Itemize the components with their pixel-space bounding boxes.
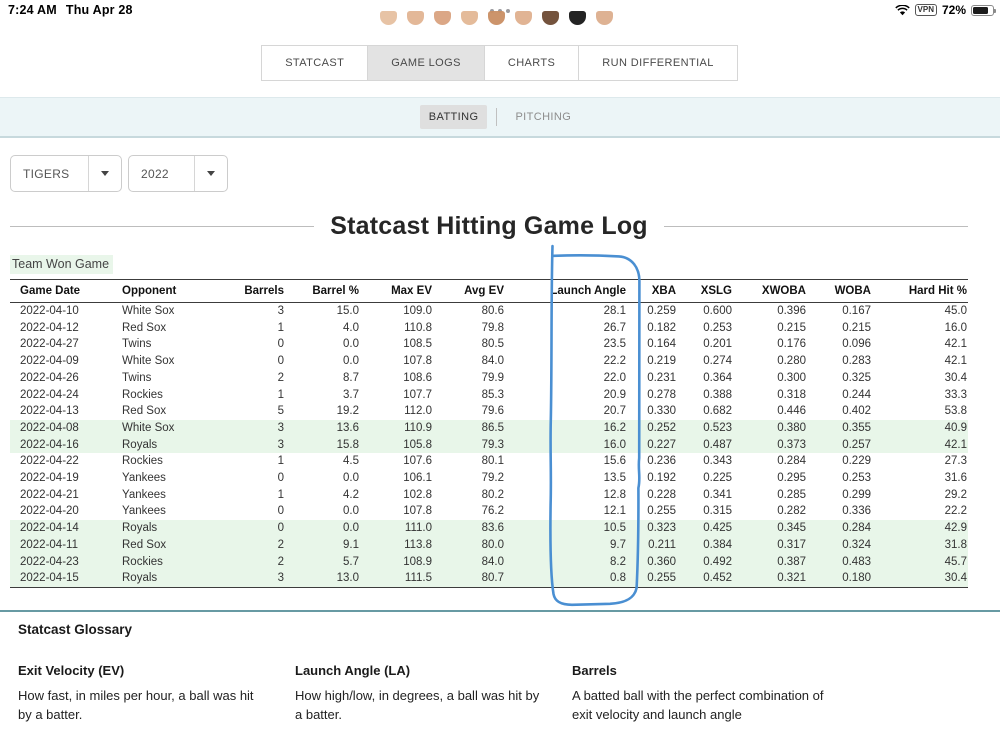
table-cell: 0.215 [777,321,806,334]
table-cell: 2022-04-22 [20,455,79,468]
table-cell: 0.323 [647,522,676,535]
table-cell: 0.325 [842,371,871,384]
glossary-entry-barrels [572,663,824,724]
table-cell: 13.6 [336,421,359,434]
table-cell: 4.0 [343,321,359,334]
table-cell: 0.446 [777,405,806,418]
table-cell: 5 [277,405,284,418]
player-headshot[interactable] [515,11,532,25]
table-cell: 80.5 [481,338,504,351]
table-cell: 13.0 [336,572,359,585]
table-cell: 0.0 [343,355,359,368]
table-cell: 0 [277,355,284,368]
table-cell: 31.8 [944,538,967,551]
table-cell: 9.1 [343,538,359,551]
player-avatar-strip[interactable] [380,11,613,25]
table-cell: 2022-04-12 [20,321,79,334]
table-cell: 79.8 [481,321,504,334]
table-cell: 80.2 [481,488,504,501]
table-cell: 2022-04-19 [20,472,79,485]
table-cell: 0.295 [777,472,806,485]
table-cell: 0.236 [647,455,676,468]
table-cell: 2 [277,538,284,551]
column-header[interactable]: WOBA [807,280,872,303]
table-cell: 0.483 [842,555,871,568]
table-cell: 106.1 [403,472,432,485]
table-cell: Yankees [122,505,166,518]
table-cell: 45.7 [944,555,967,568]
glossary-term: Launch Angle (LA) [295,663,411,678]
table-cell: 2022-04-21 [20,488,79,501]
status-time: 7:24 AM [8,3,57,17]
table-cell: 0.321 [777,572,806,585]
table-cell: 105.8 [403,438,432,451]
table-cell: 0.355 [842,421,871,434]
table-cell: 40.9 [944,421,967,434]
table-cell: 0.225 [703,472,732,485]
table-cell: 53.8 [944,405,967,418]
table-cell: 3 [277,421,284,434]
view-tab-bar [0,45,1000,81]
table-cell: 0.384 [703,538,732,551]
table-cell: 0.388 [703,388,732,401]
table-cell: 0.253 [842,472,871,485]
table-row [10,570,968,587]
table-cell: 20.9 [603,388,626,401]
table-cell: 4.2 [343,488,359,501]
table-cell: 33.3 [944,388,967,401]
glossary-entry-launch-angle [295,663,547,724]
table-cell: 45.0 [944,305,967,317]
table-cell: 0.255 [647,505,676,518]
table-cell: 31.6 [944,472,967,485]
team-select[interactable] [10,155,122,192]
table-cell: 1 [277,388,284,401]
player-headshot[interactable] [596,11,613,25]
table-cell: 27.3 [944,455,967,468]
table-cell: 0.284 [842,522,871,535]
column-header[interactable]: Opponent [122,280,232,303]
table-cell: 1 [277,455,284,468]
player-headshot[interactable] [461,11,478,25]
table-cell: 42.1 [944,355,967,368]
table-cell: 12.8 [603,488,626,501]
table-cell: 2022-04-14 [20,522,79,535]
table-cell: 13.5 [603,472,626,485]
page-title: Statcast Hitting Game Log [330,212,648,240]
table-cell: Rockies [122,455,163,468]
table-cell: White Sox [122,421,175,434]
title-rule-left [10,226,314,227]
title-rule-right [664,226,968,227]
table-cell: 12.1 [603,505,626,518]
table-cell: 0 [277,338,284,351]
table-cell: 0.0 [343,522,359,535]
table-cell: 76.2 [481,505,504,518]
table-cell: Red Sox [122,405,167,418]
player-headshot[interactable] [407,11,424,25]
table-cell: 0.396 [777,305,806,317]
table-cell: 0.253 [703,321,732,334]
table-cell: 0 [277,522,284,535]
table-cell: 79.3 [481,438,504,451]
table-cell: 3 [277,438,284,451]
table-cell: 0.8 [610,572,626,585]
table-cell: 0.278 [647,388,676,401]
glossary-term: Barrels [572,663,617,678]
table-cell: Royals [122,522,158,535]
table-cell: 0.402 [842,405,871,418]
table-cell: 107.6 [403,455,432,468]
player-headshot[interactable] [569,11,586,25]
table-cell: 2022-04-23 [20,555,79,568]
table-cell: 2022-04-13 [20,405,79,418]
table-cell: White Sox [122,305,175,317]
player-headshot[interactable] [434,11,451,25]
table-cell: 2022-04-11 [20,538,78,551]
table-row [10,420,968,437]
table-row [10,403,968,420]
table-cell: 23.5 [603,338,626,351]
column-header[interactable]: Max EV [360,280,433,303]
table-cell: 30.4 [944,371,967,384]
table-cell: 0.285 [777,488,806,501]
table-cell: 80.1 [481,455,504,468]
table-row [10,537,968,554]
table-row [10,554,968,571]
table-cell: 108.5 [403,338,432,351]
table-cell: 0.255 [647,572,676,585]
team-select-value: TIGERS [23,166,70,181]
table-cell: 10.5 [603,522,626,535]
table-cell: 102.8 [403,488,432,501]
table-cell: 1 [277,488,284,501]
table-cell: 15.0 [336,305,359,317]
glossary-definition: A batted ball with the perfect combination of exit velocity and launch angle [572,688,824,722]
toggle-pitching[interactable]: PITCHING [515,111,572,123]
table-cell: 0.284 [777,455,806,468]
table-cell: 0.219 [647,355,676,368]
table-cell: 0.0 [343,505,359,518]
table-cell: 29.2 [944,488,967,501]
table-cell: 3.7 [343,388,359,401]
table-cell: 0.182 [647,321,676,334]
table-row [10,336,968,353]
table-cell: 85.3 [481,388,504,401]
table-row [10,387,968,404]
table-cell: 0.364 [703,371,732,384]
player-headshot[interactable] [488,11,505,25]
table-cell: 0.682 [703,405,732,418]
table-cell: 9.7 [610,538,626,551]
table-cell: 0.523 [703,421,732,434]
table-cell: 2 [277,371,284,384]
table-cell: 28.1 [603,305,626,317]
table-cell: 5.7 [343,555,359,568]
table-cell: 0.373 [777,438,806,451]
table-row [10,470,968,487]
table-cell: 2022-04-09 [20,355,79,368]
table-cell: 2022-04-15 [20,572,79,585]
table-cell: 0.380 [777,421,806,434]
table-cell: 0.318 [777,388,806,401]
table-cell: 0.274 [703,355,732,368]
table-cell: 0.201 [703,338,732,351]
table-cell: 2 [277,555,284,568]
table-cell: 30.4 [944,572,967,585]
table-cell: 108.9 [403,555,432,568]
table-cell: 0.315 [703,505,732,518]
column-header[interactable]: Launch Angle [505,280,627,303]
table-cell: 84.0 [481,355,504,368]
glossary-definition: How high/low, in degrees, a ball was hit by a batter. [295,688,540,722]
table-cell: 0.244 [842,388,871,401]
table-cell: 16.2 [603,421,626,434]
table-cell: 0.280 [777,355,806,368]
table-cell: 0.211 [648,538,676,551]
status-date: Thu Apr 28 [65,3,133,17]
table-cell: 0.317 [777,538,806,551]
table-cell: 0.180 [842,572,871,585]
table-cell: 22.0 [603,371,626,384]
table-cell: 79.9 [481,371,504,384]
table-row [10,487,968,504]
table-cell: 0.257 [842,438,871,451]
table-cell: 3 [277,572,284,585]
column-header[interactable]: Avg EV [433,280,505,303]
glossary-term: Exit Velocity (EV) [18,663,125,678]
table-cell: 42.9 [944,522,967,535]
table-row [10,520,968,537]
table-cell: 84.0 [481,555,504,568]
table-cell: Rockies [122,388,163,401]
table-cell: 22.2 [944,505,967,518]
chevron-down-icon [101,171,109,176]
tab-charts[interactable]: CHARTS [484,45,579,81]
table-cell: 19.2 [336,405,359,418]
table-cell: 0.330 [647,405,676,418]
table-cell: Royals [122,438,158,451]
season-select[interactable] [128,155,228,192]
table-row [10,437,968,454]
table-cell: 112.0 [404,405,432,418]
table-cell: 1 [277,321,284,334]
table-row [10,303,968,320]
table-cell: 16.0 [944,321,967,334]
table-cell: 0.192 [647,472,676,485]
table-cell: Twins [122,371,152,384]
table-cell: 4.5 [343,455,359,468]
table-cell: 79.6 [481,405,504,418]
table-cell: 2022-04-10 [20,305,79,317]
table-cell: 0.425 [703,522,732,535]
table-cell: 0.259 [647,305,676,317]
batting-pitching-toggle [420,105,580,129]
table-cell: 0.176 [777,338,806,351]
column-header[interactable]: Barrels [232,280,285,303]
vpn-badge: VPN [915,4,937,16]
table-cell: 0.300 [777,371,806,384]
table-cell: 0.231 [647,371,676,384]
column-header[interactable]: Barrel % [285,280,360,303]
table-cell: 109.0 [403,305,432,317]
table-cell: 111.0 [404,522,432,535]
table-row [10,453,968,470]
table-cell: Red Sox [122,538,167,551]
column-header[interactable]: XBA [627,280,677,303]
table-cell: 0.0 [343,472,359,485]
table-cell: 8.2 [610,555,626,568]
toggle-divider [496,108,497,126]
column-header[interactable]: XSLG [677,280,733,303]
table-cell: 107.8 [403,505,432,518]
table-cell: Royals [122,572,158,585]
table-cell: 2022-04-26 [20,371,79,384]
table-cell: 0.229 [842,455,871,468]
title-row [10,212,968,241]
table-cell: 0.341 [703,488,732,501]
table-cell: 20.7 [603,405,626,418]
table-cell: 0.227 [647,438,676,451]
table-row [10,353,968,370]
toggle-batting[interactable]: BATTING [420,105,488,129]
table-cell: 0 [277,505,284,518]
table-cell: 15.6 [603,455,626,468]
table-cell: 79.2 [481,472,504,485]
table-cell: 0.0 [343,338,359,351]
table-cell: 42.1 [944,338,967,351]
legend-team-won-game: Team Won Game [10,255,113,274]
table-cell: 110.9 [404,421,432,434]
game-log-table [10,279,968,588]
table-cell: 2022-04-08 [20,421,79,434]
table-cell: 42.1 [944,438,967,451]
table-cell: 0.283 [842,355,871,368]
table-row [10,503,968,520]
table-cell: 0.492 [703,555,732,568]
chevron-down-icon [207,171,215,176]
table-cell: 83.6 [481,522,504,535]
table-cell: 0.336 [842,505,871,518]
legend [10,255,113,273]
table-header [10,280,968,303]
table-cell: Yankees [122,488,166,501]
table-cell: 80.7 [481,572,504,585]
column-header[interactable]: Game Date [10,280,122,303]
table-cell: 8.7 [343,371,359,384]
table-cell: Rockies [122,555,163,568]
table-cell: 0 [277,472,284,485]
tab-run-differential[interactable]: RUN DIFFERENTIAL [578,45,738,81]
tab-statcast[interactable]: STATCAST [261,45,368,81]
table-cell: 0.345 [777,522,806,535]
glossary-heading: Statcast Glossary [18,622,133,637]
table-cell: 0.324 [842,538,871,551]
glossary-divider [0,610,1000,612]
filter-row [10,155,228,192]
table-cell: 0.096 [842,338,871,351]
glossary-entry-exit-velocity [18,663,270,724]
table-cell: 0.360 [647,555,676,568]
table-cell: 0.228 [647,488,676,501]
column-header[interactable]: XWOBA [733,280,807,303]
table-cell: 2022-04-16 [20,438,79,451]
table-cell: 0.164 [647,338,676,351]
table-cell: 0.387 [777,555,806,568]
table-cell: 0.299 [842,488,871,501]
season-select-value: 2022 [141,166,169,181]
table-cell: 110.8 [404,321,432,334]
player-headshot[interactable] [380,11,397,25]
table-cell: Twins [122,338,152,351]
table-cell: 111.5 [404,572,432,585]
table-cell: 107.7 [403,388,432,401]
tab-game-logs[interactable]: GAME LOGS [367,45,485,81]
table-cell: 113.8 [404,538,432,551]
batting-pitching-band [0,97,1000,138]
table-cell: 80.6 [481,305,504,317]
battery-percent: 72% [941,3,966,17]
table-cell: 2022-04-24 [20,388,79,401]
table-cell: White Sox [122,355,175,368]
table-cell: 2022-04-27 [20,338,79,351]
table-cell: 2022-04-20 [20,505,79,518]
table-cell: 0.167 [842,305,871,317]
table-cell: 0.343 [703,455,732,468]
table-cell: 22.2 [603,355,626,368]
table-cell: 80.0 [481,538,504,551]
table-cell: 86.5 [481,421,504,434]
player-headshot[interactable] [542,11,559,25]
table-cell: 0.215 [842,321,871,334]
table-cell: 16.0 [603,438,626,451]
table-row [10,370,968,387]
table-cell: 108.6 [403,371,432,384]
table-cell: Yankees [122,472,166,485]
glossary-definition: How fast, in miles per hour, a ball was hit by a batter. [18,688,254,722]
table-cell: Red Sox [122,321,167,334]
table-cell: 0.452 [703,572,732,585]
table-cell: 0.282 [777,505,806,518]
column-header[interactable]: Hard Hit % [872,280,968,303]
table-cell: 26.7 [603,321,626,334]
table-cell: 0.600 [703,305,732,317]
table-cell: 15.8 [336,438,359,451]
table-cell: 107.8 [403,355,432,368]
table-cell: 3 [277,305,284,317]
table-cell: 0.252 [647,421,676,434]
table-cell: 0.487 [703,438,732,451]
table-row [10,320,968,337]
